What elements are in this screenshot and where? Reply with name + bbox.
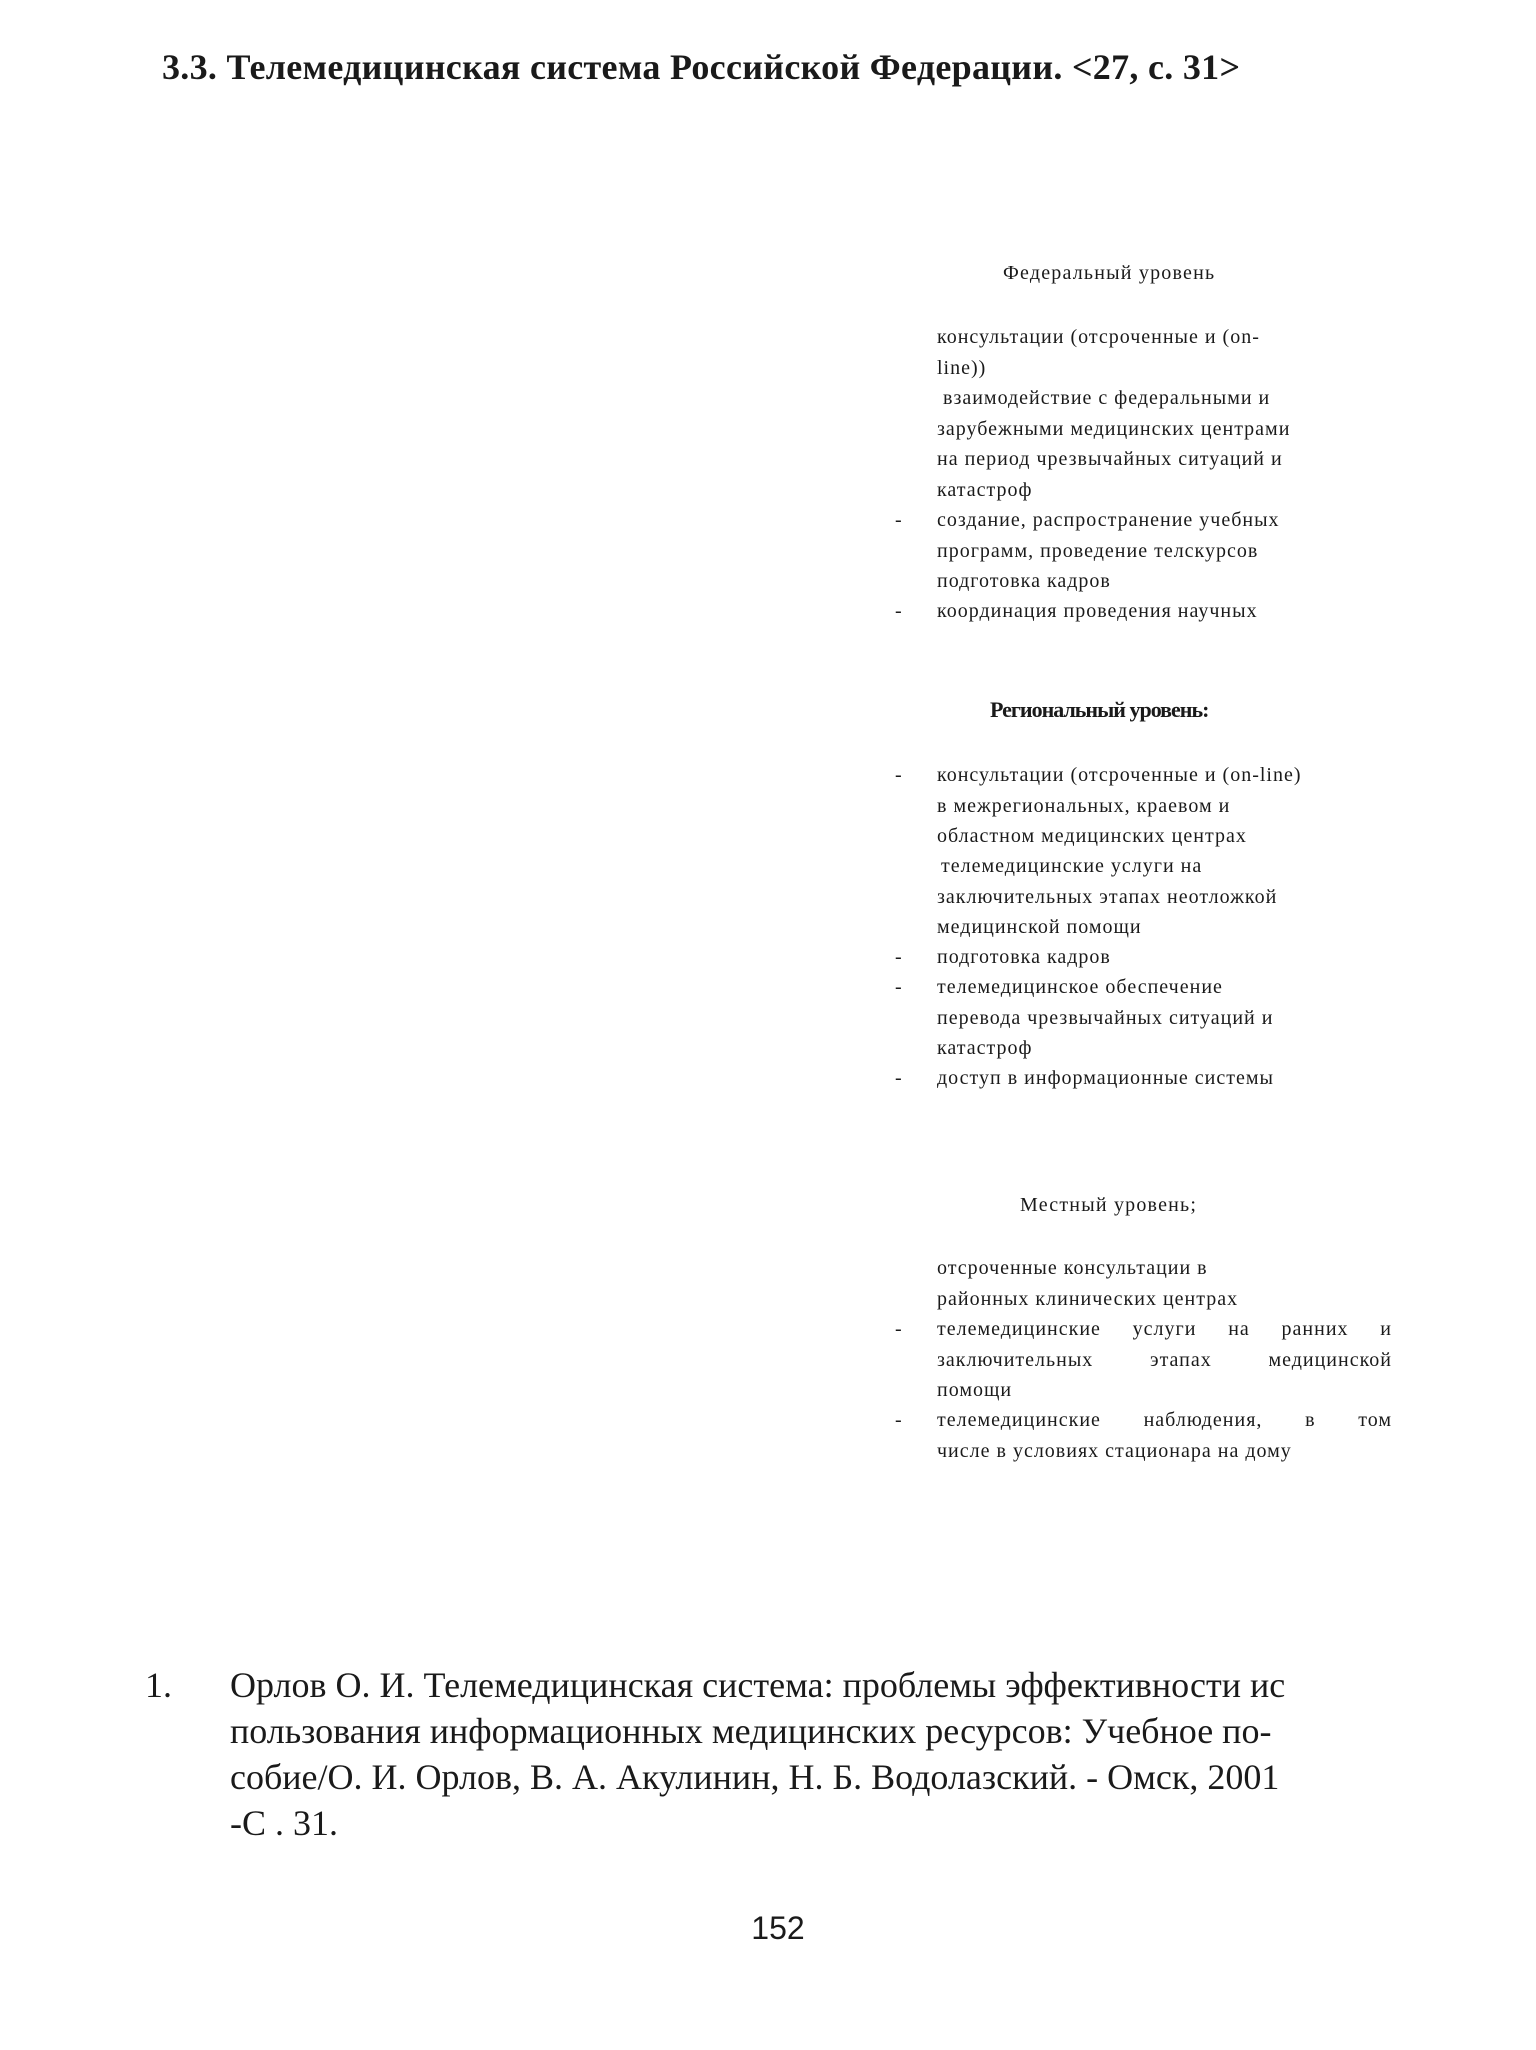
text-line: line)) xyxy=(937,356,987,379)
regional-item xyxy=(895,972,1397,1064)
list-dash: - xyxy=(895,764,903,786)
text-line: консультации (отсроченные и (on-line) xyxy=(937,764,1302,786)
federal-item xyxy=(937,322,1397,383)
federal-item xyxy=(895,505,1397,597)
page-title: 3.3. Телемедицинская система Российской Федерации. <27, с. 31> xyxy=(162,47,1241,87)
regional-item xyxy=(895,942,1397,973)
list-dash: - xyxy=(895,946,903,968)
list-dash: - xyxy=(895,976,903,998)
federal-level-heading: Федеральный уровень xyxy=(1003,262,1216,284)
text-line: заключительных этапах медицинской xyxy=(937,1348,1392,1371)
text-line: медицинской помощи xyxy=(937,916,1142,938)
local-level-heading: Местный уровень; xyxy=(1020,1194,1198,1216)
text-line: телемедицинское обеспечение xyxy=(937,976,1223,998)
text-line: числе в условиях стационара на дому xyxy=(937,1439,1292,1462)
footnote-line: Орлов О. И. Телемедицинская система: проблемы эффективности ис xyxy=(230,1665,1286,1705)
list-dash: - xyxy=(895,1409,903,1431)
text-line: областном медицинских центрах xyxy=(937,825,1247,847)
regional-item xyxy=(895,760,1397,852)
text-line: телемедицинские наблюдения, в том xyxy=(937,1409,1392,1431)
footnote-number: 1. xyxy=(145,1665,172,1705)
regional-item xyxy=(937,851,1397,943)
footnote xyxy=(145,1662,1395,1846)
local-item xyxy=(937,1253,1397,1314)
text-line: подготовка кадров xyxy=(937,570,1111,592)
page-number: 152 xyxy=(751,1910,805,1946)
footnote-line: пользования информационных медицинских ресурсов: Учебное по- xyxy=(230,1711,1272,1751)
text-line: в межрегиональных, краевом и xyxy=(937,794,1231,817)
regional-level-heading: Региональный уровень: xyxy=(990,697,1209,722)
text-line: районных клинических центрах xyxy=(937,1287,1239,1310)
text-line: телемедицинские услуги на xyxy=(941,855,1203,877)
text-line: доступ в информационные системы xyxy=(937,1067,1274,1089)
footnote-line: собие/О. И. Орлов, В. А. Акулинин, Н. Б. Водолазский. - Омск, 2001 xyxy=(230,1757,1280,1797)
text-line: перевода чрезвычайных ситуаций и xyxy=(937,1006,1274,1029)
federal-item xyxy=(937,383,1397,505)
text-line: консультации (отсроченные и (on- xyxy=(937,326,1260,348)
regional-item xyxy=(895,1063,1397,1094)
local-item xyxy=(895,1314,1392,1406)
text-line: помощи xyxy=(937,1379,1013,1401)
list-dash: - xyxy=(895,1067,903,1089)
text-line: программ, проведение телскурсов xyxy=(937,539,1259,562)
list-dash: - xyxy=(895,509,903,531)
text-line: координация проведения научных xyxy=(937,600,1258,622)
text-line: создание, распространение учебных xyxy=(937,509,1280,531)
text-line: на период чрезвычайных ситуаций и xyxy=(937,448,1283,470)
federal-item xyxy=(895,596,1397,627)
text-line: взаимодействие с федеральными и xyxy=(943,387,1271,409)
footnote-line: -С . 31. xyxy=(230,1803,338,1843)
text-line: подготовка кадров xyxy=(937,946,1111,968)
text-line: отсроченные консультации в xyxy=(937,1257,1208,1279)
text-line: катастроф xyxy=(937,478,1033,501)
text-line: катастроф xyxy=(937,1037,1033,1059)
list-dash: - xyxy=(895,600,903,622)
text-line: заключительных этапах неотложкой xyxy=(937,885,1278,908)
local-item xyxy=(895,1405,1392,1466)
text-line: телемедицинские услуги на ранних и xyxy=(937,1318,1392,1340)
list-dash: - xyxy=(895,1318,903,1340)
text-line: зарубежными медицинских центрами xyxy=(937,417,1291,440)
